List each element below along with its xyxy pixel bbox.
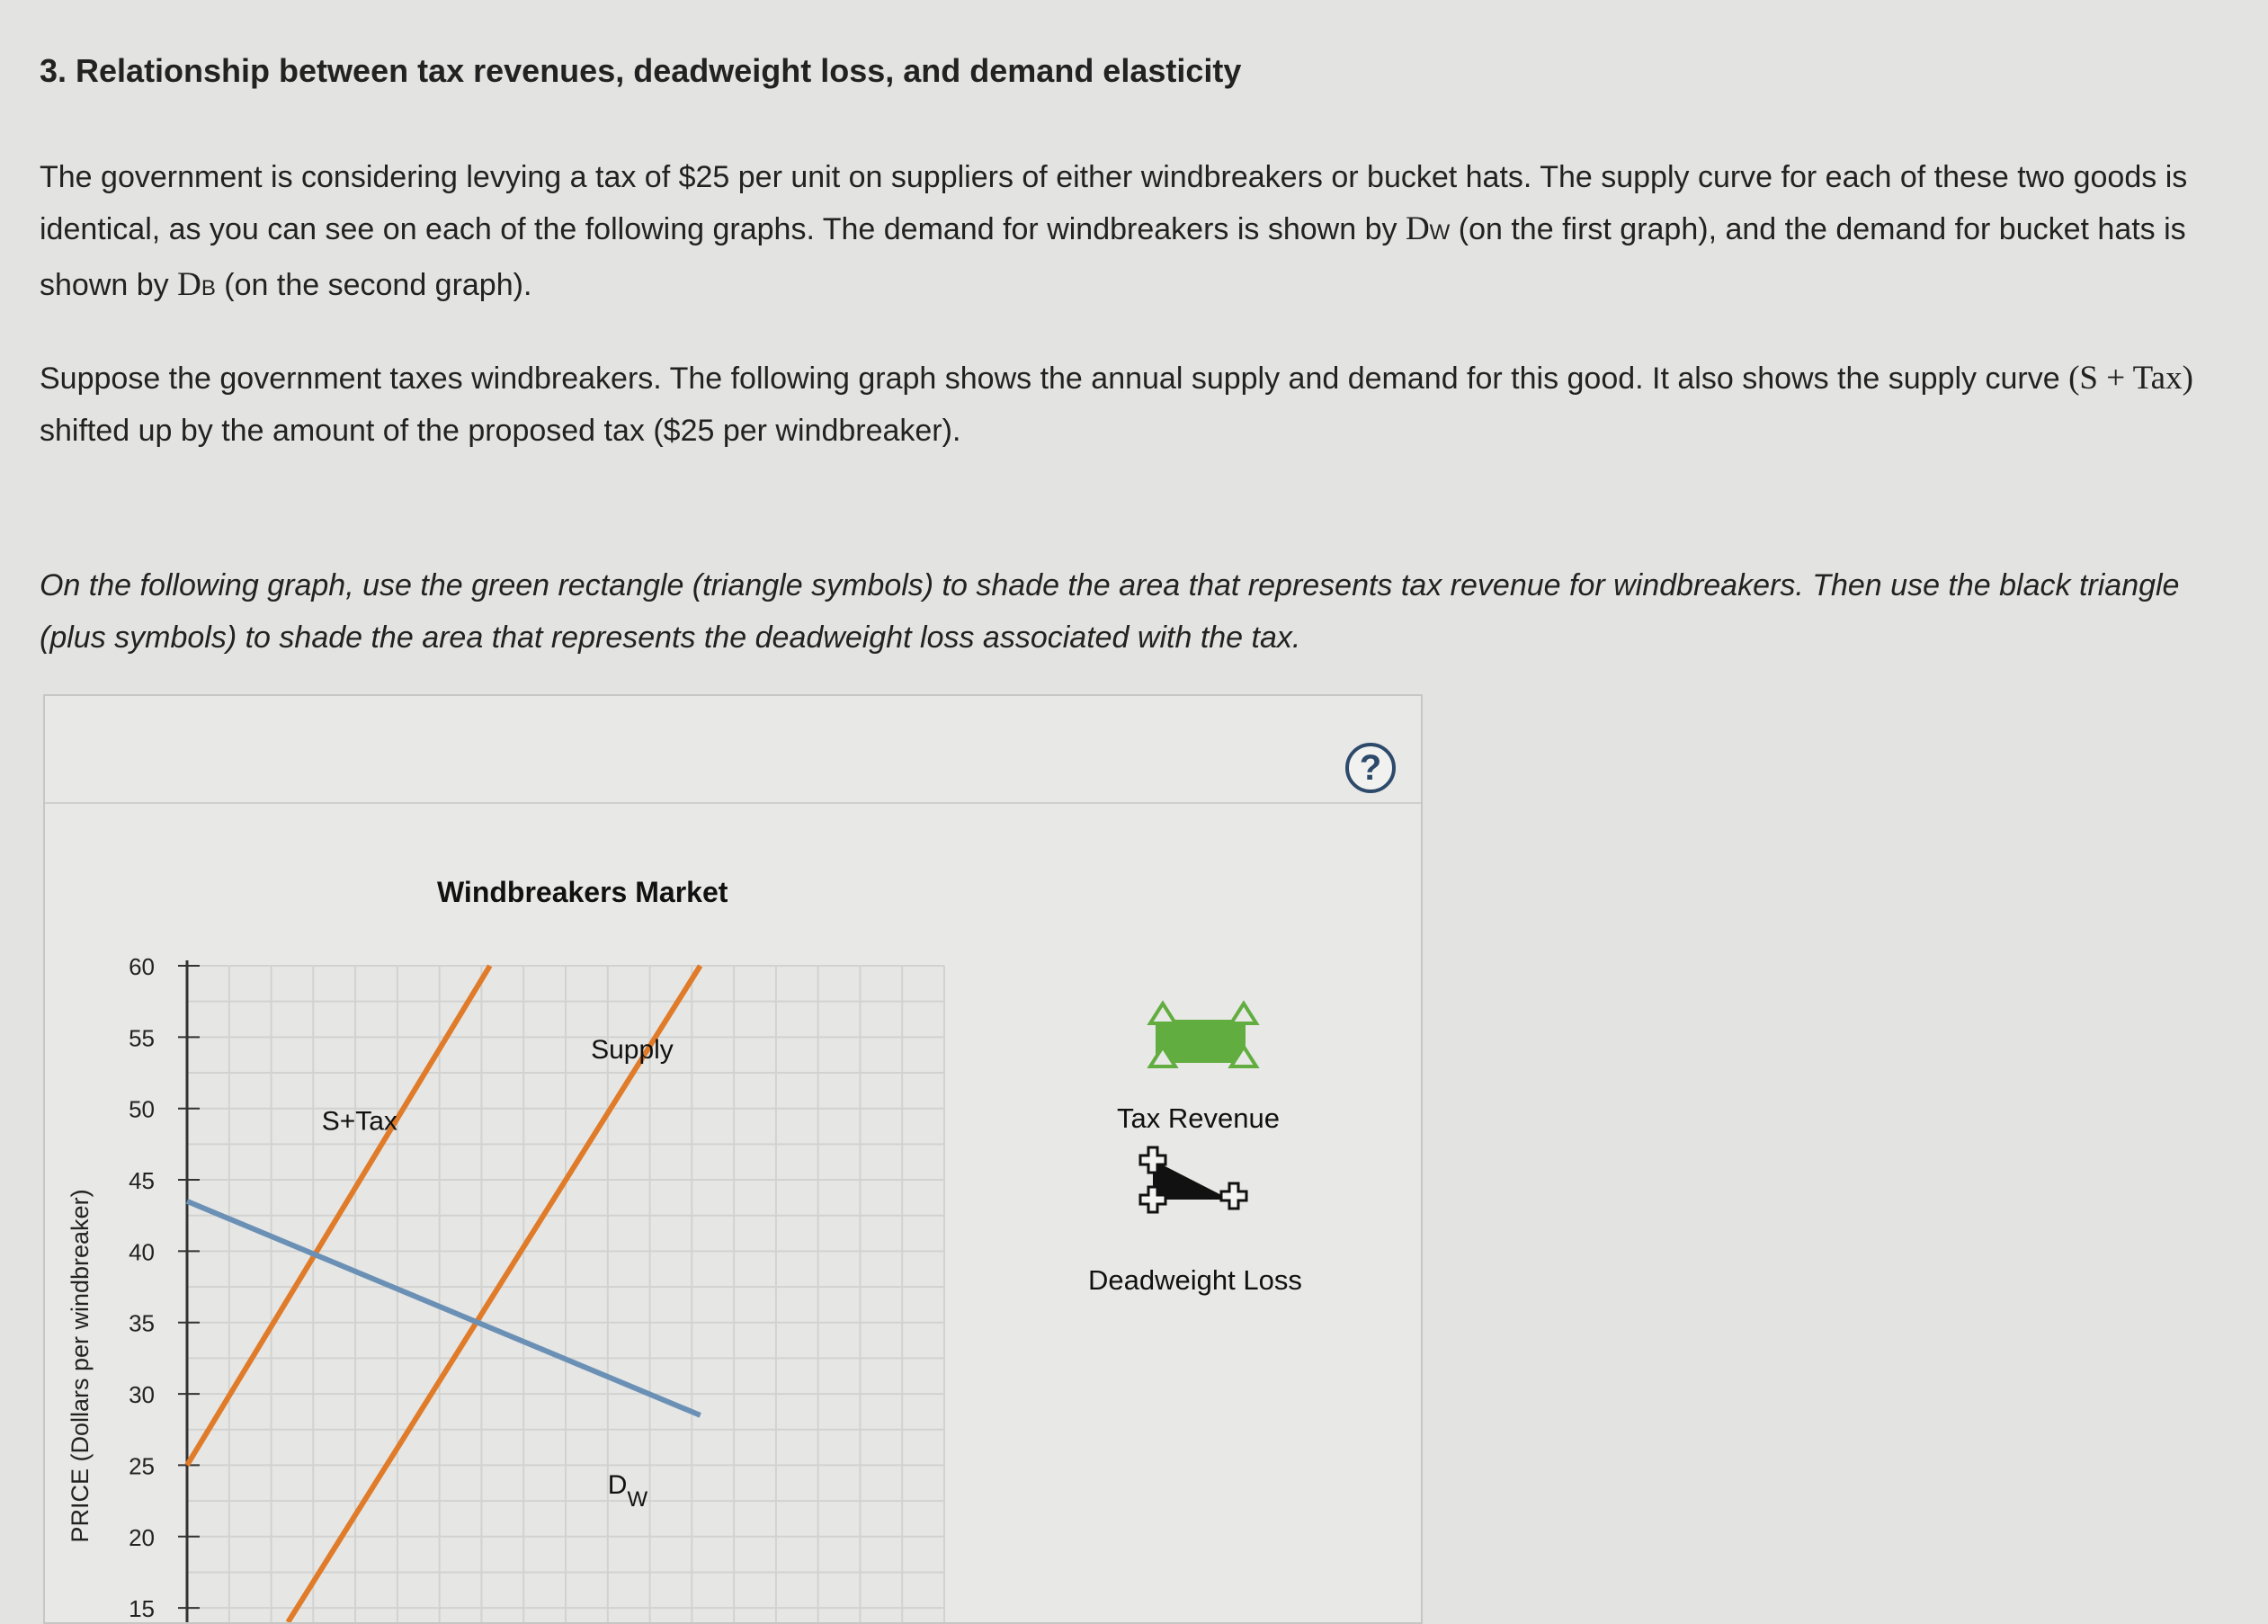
intro-text-2: (on the first graph), and the demand for bucket hats is shown by xyxy=(40,212,2186,302)
y-tick-label: 25 xyxy=(129,1452,155,1480)
db-subscript: B xyxy=(201,276,216,300)
intro-text-3: (on the second graph). xyxy=(215,268,532,302)
y-axis-label: PRICE (Dollars per windbreaker) xyxy=(67,1189,94,1543)
question-title: 3. Relationship between tax revenues, deadweight loss, and demand elasticity xyxy=(40,52,1242,89)
y-tick-label: 35 xyxy=(129,1309,155,1337)
deadweight-loss-triangle[interactable] xyxy=(1153,1160,1230,1200)
triangle-handle-top-right[interactable] xyxy=(1231,1004,1256,1023)
curve-label-d: $D_W$ xyxy=(607,1470,648,1512)
tax-revenue-label: Tax Revenue xyxy=(1117,1102,1280,1134)
dw-symbol: D xyxy=(1405,210,1430,247)
scenario-text-1: Suppose the government taxes windbreakers. The following graph shows the annual supply and demand for this good. It also shows the supply curve xyxy=(40,361,2069,396)
y-tick-label: 20 xyxy=(129,1523,155,1551)
y-tick-label: 30 xyxy=(129,1381,155,1409)
chart-title: Windbreakers Market xyxy=(437,876,728,908)
help-icon: ? xyxy=(1359,747,1382,788)
triangle-handle-top-left[interactable] xyxy=(1150,1004,1175,1023)
y-tick-label: 15 xyxy=(129,1595,155,1622)
dw-subscript: W xyxy=(1429,220,1451,245)
y-tick-label: 40 xyxy=(129,1238,155,1266)
chart-grid xyxy=(187,966,944,1622)
intro-text-1: The government is considering levying a tax of $25 per unit on suppliers of either windbreakers or bucket hats. The supply curve for each of these two goods is identical, as you can see on each of the following graphs. The demand for windbreakers is shown by xyxy=(40,160,2188,246)
y-tick-label: 45 xyxy=(129,1167,155,1195)
y-tick-label: 50 xyxy=(129,1095,155,1123)
s-plus-tax-formula: (S + Tax) xyxy=(2068,360,2193,397)
curve-label-subscript: W xyxy=(627,1487,648,1512)
y-tick-label: 55 xyxy=(129,1024,155,1052)
deadweight-loss-tool[interactable] xyxy=(1140,1147,1246,1212)
tax-revenue-tool[interactable] xyxy=(1150,1004,1256,1066)
db-symbol: D xyxy=(177,266,201,303)
intro-paragraph xyxy=(40,151,2234,315)
windbreakers-market-chart[interactable] xyxy=(45,696,1421,1622)
chart-axes xyxy=(67,953,200,1622)
y-tick-label: 60 xyxy=(129,953,155,980)
plus-handle-right[interactable] xyxy=(1221,1183,1246,1209)
scenario-paragraph xyxy=(40,352,2234,457)
scenario-text-2: shifted up by the amount of the proposed tax ($25 per windbreaker). xyxy=(40,414,961,448)
deadweight-loss-label: Deadweight Loss xyxy=(1088,1264,1302,1296)
instruction-paragraph: On the following graph, use the green rectangle (triangle symbols) to shade the area that represents tax revenue for windbreakers. Then use the black triangle (plus symbols) to shade the area that represents the deadweight loss associated with the tax. xyxy=(40,568,2180,655)
curve-label-supply: Supply xyxy=(591,1035,674,1066)
curve-label-s-tax: S+Tax xyxy=(321,1106,397,1137)
graph-panel xyxy=(43,694,1423,1624)
